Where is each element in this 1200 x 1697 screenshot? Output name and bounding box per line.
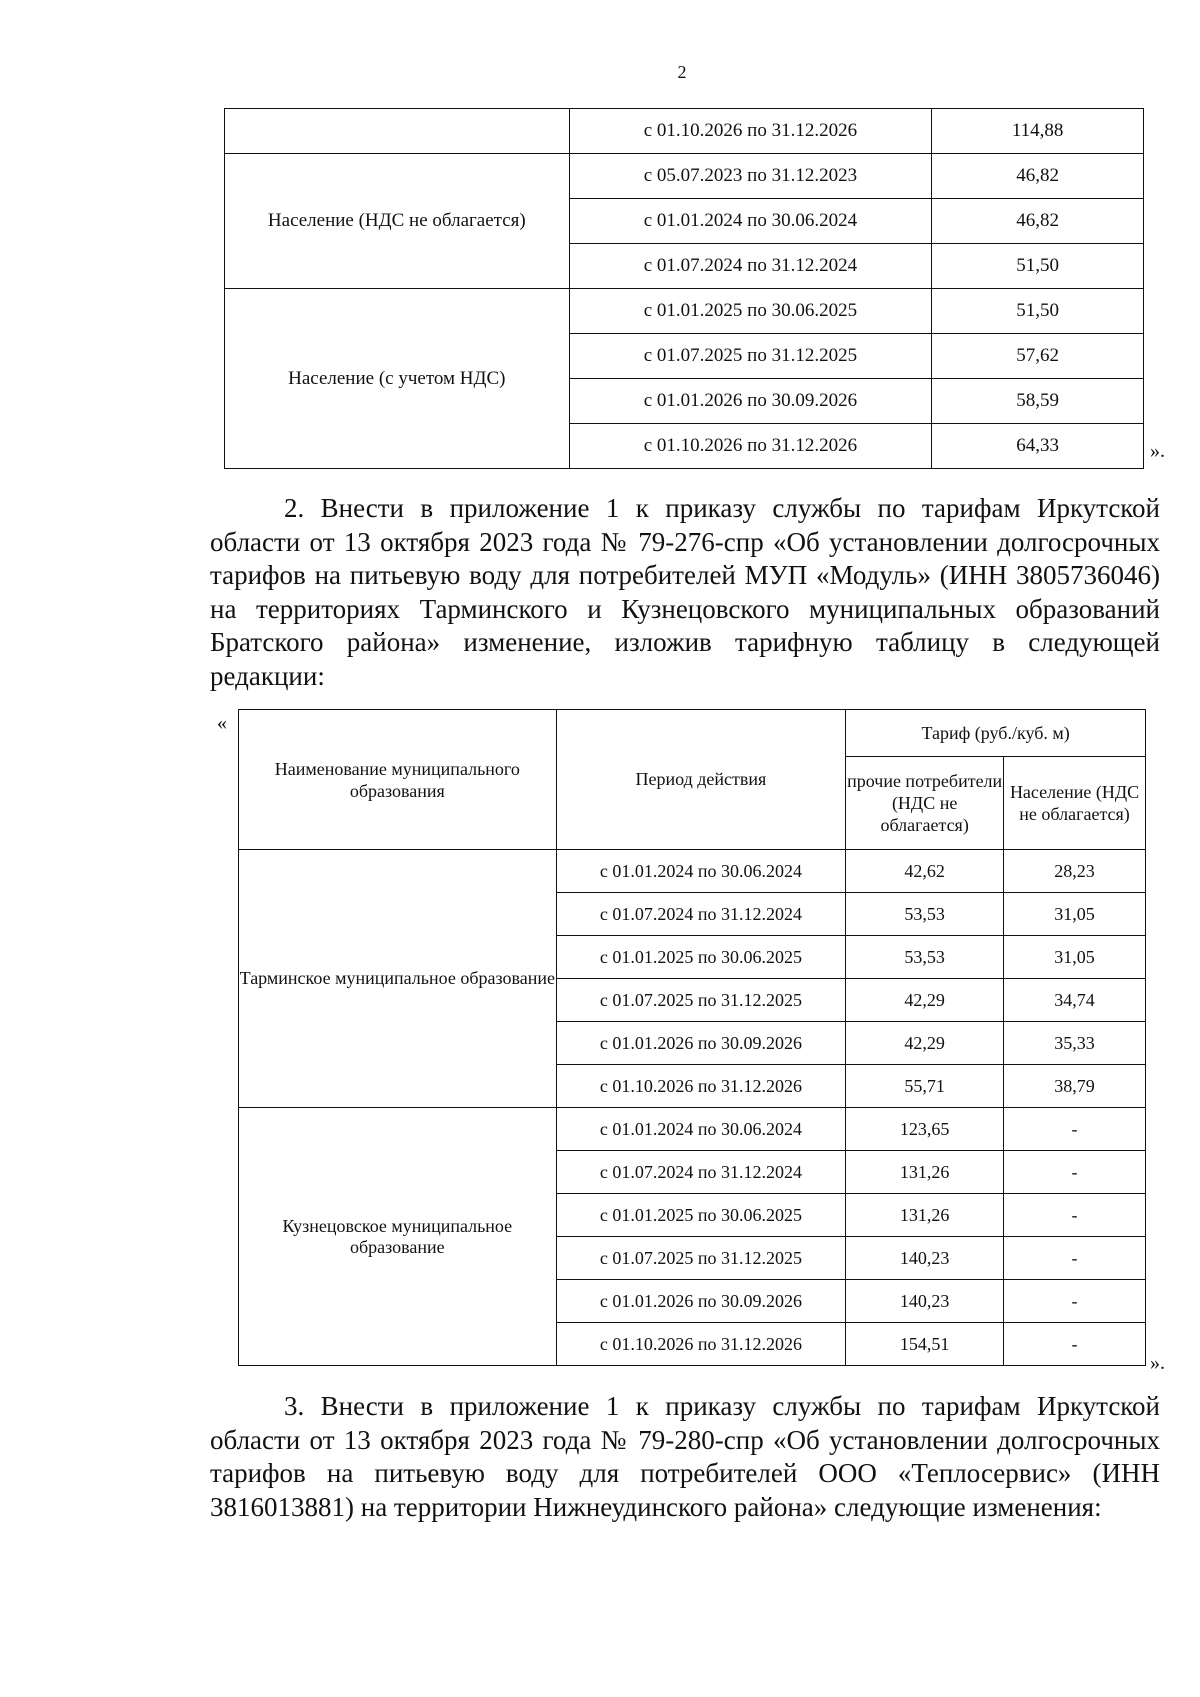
other-cell: 42,29 xyxy=(846,1022,1004,1065)
population-cell: - xyxy=(1004,1237,1146,1280)
period-cell: с 01.01.2025 по 30.06.2025 xyxy=(569,289,932,334)
tariff-table-continued xyxy=(224,108,1144,469)
table1-closing-quote: ». xyxy=(1150,440,1165,462)
value-cell: 51,50 xyxy=(932,289,1144,334)
period-cell: с 01.01.2024 по 30.06.2024 xyxy=(556,850,846,893)
population-cell: 35,33 xyxy=(1004,1022,1146,1065)
population-cell: - xyxy=(1004,1194,1146,1237)
period-cell: с 01.10.2026 по 31.12.2026 xyxy=(556,1065,846,1108)
population-cell: 31,05 xyxy=(1004,893,1146,936)
period-cell: с 01.01.2025 по 30.06.2025 xyxy=(556,1194,846,1237)
other-cell: 55,71 xyxy=(846,1065,1004,1108)
period-cell: с 01.01.2025 по 30.06.2025 xyxy=(556,936,846,979)
header-tariff: Тариф (руб./куб. м) xyxy=(846,710,1146,757)
period-cell: с 05.07.2023 по 31.12.2023 xyxy=(569,154,932,199)
table2-closing-quote: ». xyxy=(1150,1352,1165,1374)
other-cell: 140,23 xyxy=(846,1280,1004,1323)
population-cell: 38,79 xyxy=(1004,1065,1146,1108)
municipality-cell: Тарминское муниципальное образование xyxy=(239,850,557,1108)
header-period: Период действия xyxy=(556,710,846,850)
other-cell: 53,53 xyxy=(846,893,1004,936)
value-cell: 46,82 xyxy=(932,199,1144,244)
municipality-cell: Кузнецовское муниципальное образование xyxy=(239,1108,557,1366)
period-cell: с 01.10.2026 по 31.12.2026 xyxy=(569,109,932,154)
period-cell: с 01.01.2026 по 30.09.2026 xyxy=(569,379,932,424)
table-row xyxy=(225,154,1144,199)
other-cell: 42,62 xyxy=(846,850,1004,893)
header-name: Наименование муниципального образования xyxy=(239,710,557,850)
period-cell: с 01.07.2024 по 31.12.2024 xyxy=(569,244,932,289)
other-cell: 140,23 xyxy=(846,1237,1004,1280)
value-cell: 46,82 xyxy=(932,154,1144,199)
tariff-table-modul xyxy=(238,709,1146,1366)
header-other-consumers: прочие потребители (НДС не облагается) xyxy=(846,757,1004,850)
period-cell: с 01.07.2024 по 31.12.2024 xyxy=(556,893,846,936)
population-cell: 31,05 xyxy=(1004,936,1146,979)
other-cell: 123,65 xyxy=(846,1108,1004,1151)
table-row xyxy=(239,850,1146,893)
population-cell: 34,74 xyxy=(1004,979,1146,1022)
other-cell: 131,26 xyxy=(846,1194,1004,1237)
value-cell: 51,50 xyxy=(932,244,1144,289)
table-row xyxy=(239,1108,1146,1151)
other-cell: 154,51 xyxy=(846,1323,1004,1366)
period-cell: с 01.01.2024 по 30.06.2024 xyxy=(569,199,932,244)
population-cell: - xyxy=(1004,1323,1146,1366)
population-cell: - xyxy=(1004,1108,1146,1151)
period-cell: с 01.07.2025 по 31.12.2025 xyxy=(556,1237,846,1280)
other-cell: 53,53 xyxy=(846,936,1004,979)
paragraph-2: 2. Внести в приложение 1 к приказу службы по тарифам Иркутской области от 13 октября 2023 года № 79-276-спр «Об установлении долгосрочных тарифов на питьевую воду для потребителей МУП «Модуль» (ИНН 3805736046) на территориях Тарминского и Кузнецовского муниципальных образований Братского района» изменение, изложив тарифную таблицу в следующей редакции: xyxy=(210,493,1160,691)
period-cell: с 01.01.2024 по 30.06.2024 xyxy=(556,1108,846,1151)
period-cell: с 01.10.2026 по 31.12.2026 xyxy=(569,424,932,469)
group-cell xyxy=(225,109,570,154)
other-cell: 131,26 xyxy=(846,1151,1004,1194)
population-cell: 28,23 xyxy=(1004,850,1146,893)
population-cell: - xyxy=(1004,1280,1146,1323)
value-cell: 58,59 xyxy=(932,379,1144,424)
value-cell: 64,33 xyxy=(932,424,1144,469)
header-population: Население (НДС не облагается) xyxy=(1004,757,1146,850)
table2-opening-quote: « xyxy=(217,712,227,734)
paragraph-3: 3. Внести в приложение 1 к приказу службы по тарифам Иркутской области от 13 октября 2023 года № 79-280-спр «Об установлении долгосрочных тарифов на питьевую воду для потребителей ООО «Теплосервис» (ИНН 3816013881) на территории Нижнеудинского района» следующие изменения: xyxy=(210,1391,1160,1522)
period-cell: с 01.01.2026 по 30.09.2026 xyxy=(556,1280,846,1323)
period-cell: с 01.07.2024 по 31.12.2024 xyxy=(556,1151,846,1194)
table-row xyxy=(225,109,1144,154)
value-cell: 57,62 xyxy=(932,334,1144,379)
group-cell: Население (с учетом НДС) xyxy=(225,289,570,469)
period-cell: с 01.10.2026 по 31.12.2026 xyxy=(556,1323,846,1366)
value-cell: 114,88 xyxy=(932,109,1144,154)
page-number: 2 xyxy=(677,62,687,82)
period-cell: с 01.07.2025 по 31.12.2025 xyxy=(569,334,932,379)
population-cell: - xyxy=(1004,1151,1146,1194)
other-cell: 42,29 xyxy=(846,979,1004,1022)
period-cell: с 01.07.2025 по 31.12.2025 xyxy=(556,979,846,1022)
table-row xyxy=(225,289,1144,334)
header-row xyxy=(239,710,1146,757)
group-cell: Население (НДС не облагается) xyxy=(225,154,570,289)
period-cell: с 01.01.2026 по 30.09.2026 xyxy=(556,1022,846,1065)
